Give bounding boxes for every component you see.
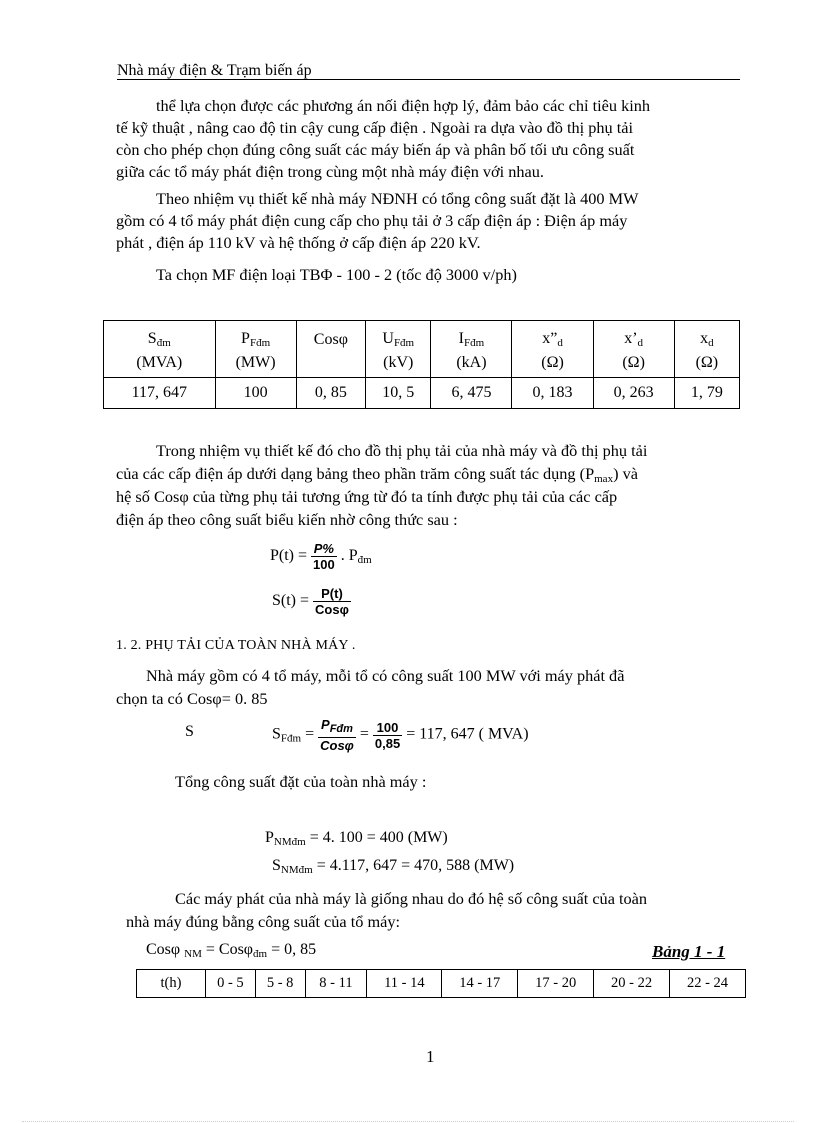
spec-unit-cell: (Ω) xyxy=(593,349,674,378)
fraction: $\frac{P\%}{100}$ xyxy=(313,541,335,572)
time-row xyxy=(137,970,746,998)
paragraph-load-line4: điện áp theo công suất biểu kiến nhờ công thức sau : xyxy=(116,510,458,529)
paragraph-intro-line4: giữa các tổ máy phát điện trong cùng một nhà máy điện với nhau. xyxy=(116,162,544,181)
fraction: $\frac{P(t)}{\text{Cosφ}}$ xyxy=(315,586,349,617)
paragraph-task-line2: gồm có 4 tổ máy phát điện cung cấp cho phụ tải ở 3 cấp điện áp : Điện áp máy xyxy=(116,211,628,230)
paragraph-task-line1: Theo nhiệm vụ thiết kế nhà máy NĐNH có tổng công suất đặt là 400 MW xyxy=(156,189,639,208)
spec-header-cell: $x_d$ xyxy=(674,321,739,350)
formula-cos-nm: Cosφ $_{NM}$ = Cosφ$_{đm}$ = 0, 85 xyxy=(146,941,317,960)
time-cell: 14 - 17 xyxy=(442,970,518,998)
spec-unit-cell: (Ω) xyxy=(674,349,739,378)
formula-p-nm: $P_{NMđm} = 4$. 100 = 400 (MW) xyxy=(265,829,448,848)
paragraph-load-line3: hệ số Cosφ của từng phụ tải tương ứng từ đó ta tính được phụ tải của các cấp xyxy=(116,487,618,506)
formula-s-nm: $S_{NMđm} = 4.117$, 647 = 470, 588 (MW) xyxy=(272,857,515,876)
paragraph-total-capacity: Tổng công suất đặt của toàn nhà máy : xyxy=(175,772,427,791)
paragraph-plant-line1: Nhà máy gồm có 4 tổ máy, mỗi tổ có công suất 100 MW với máy phát đã xyxy=(146,666,625,685)
formula-s-fdm: $S_{Fđm}$ = $\frac{P_{Fđm}}{\text{Cosφ}}$ = $\frac{100}{0,85}$ = 117, 647 ( MVA) xyxy=(272,717,529,753)
time-cell: 0 - 5 xyxy=(206,970,256,998)
spec-unit-cell: (Ω) xyxy=(512,349,593,378)
spec-unit-cell: (kV) xyxy=(366,349,431,378)
spec-header-cell: $x’_d$ xyxy=(593,321,674,350)
section-title: 1. 2. PHỤ TẢI CỦA TOÀN NHÀ MÁY . xyxy=(116,638,356,653)
time-cell: 20 - 22 xyxy=(594,970,670,998)
spec-value-cell: 0, 263 xyxy=(593,378,674,409)
spec-header-row xyxy=(104,321,740,350)
time-interval-table xyxy=(136,969,746,998)
paragraph-task-line3: phát , điện áp 110 kV và hệ thống ở cấp điện áp 220 kV. xyxy=(116,233,481,252)
paragraph-plant-line2: chọn ta có Cosφ= 0. 85 xyxy=(116,689,268,708)
spec-header-cell: $x”_d$ xyxy=(512,321,593,350)
header-rule xyxy=(117,79,740,80)
formula-s-of-t: S(t) = $\frac{P(t)}{\text{Cosφ}}$ xyxy=(272,586,349,617)
time-cell: 17 - 20 xyxy=(518,970,594,998)
paragraph-power-factor-line1: Các máy phát của nhà máy là giống nhau do đó hệ số công suất của toàn xyxy=(175,889,648,908)
spec-header-cell: $P_{Fđm}$ xyxy=(215,321,296,350)
page-bottom-border xyxy=(22,1121,794,1122)
spec-unit-cell: (MW) xyxy=(215,349,296,378)
paragraph-power-factor-line2: nhà máy đúng bằng công suất của tổ máy: xyxy=(126,912,400,931)
formula-s-label: S xyxy=(185,723,194,740)
spec-value-row xyxy=(104,378,740,409)
spec-value-cell: 6, 475 xyxy=(431,378,512,409)
spec-header-cell: $I_{Fđm}$ xyxy=(431,321,512,350)
paragraph-intro-line1: thể lựa chọn được các phương án nối điện hợp lý, đảm bảo các chỉ tiêu kinh xyxy=(156,96,651,115)
spec-value-cell: 100 xyxy=(215,378,296,409)
fraction: $\frac{P_{Fđm}}{\text{Cosφ}}$ xyxy=(320,717,354,753)
generator-spec-table xyxy=(103,320,740,409)
paragraph-generator-choice: Ta chọn MF điện loại TBΦ - 100 - 2 (tốc độ 3000 v/ph) xyxy=(156,265,517,284)
spec-value-cell: 1, 79 xyxy=(674,378,739,409)
page-number: 1 xyxy=(426,1047,435,1066)
spec-value-cell: 0, 183 xyxy=(512,378,593,409)
fraction: $\frac{100}{0,85}$ xyxy=(374,719,401,751)
spec-header-cell: $S_{đm}$ xyxy=(104,321,216,350)
spec-unit-row xyxy=(104,349,740,378)
spec-header-cell: Cosφ xyxy=(296,321,366,350)
spec-value-cell: 117, 647 xyxy=(104,378,216,409)
time-cell: 11 - 14 xyxy=(367,970,442,998)
formula-p-of-t: P(t) = $\frac{P\%}{100}$ . $P_{đm}$ xyxy=(270,541,372,572)
paragraph-load-line2: của các cấp điện áp dưới dạng bảng theo phần trăm công suất tác dụng $(P_{max})$ và xyxy=(116,464,638,485)
paragraph-intro-line2: tế kỹ thuật , nâng cao độ tin cậy cung cấp điện . Ngoài ra dựa vào đồ thị phụ tải xyxy=(116,118,634,137)
spec-value-cell: 0, 85 xyxy=(296,378,366,409)
table-caption: Bảng 1 - 1 xyxy=(652,942,726,961)
spec-value-cell: 10, 5 xyxy=(366,378,431,409)
time-cell: 8 - 11 xyxy=(305,970,367,998)
paragraph-intro-line3: còn cho phép chọn đúng công suất các máy biến áp và phân bố tối ưu công suất xyxy=(116,140,635,159)
page-header: Nhà máy điện & Trạm biến áp xyxy=(117,62,312,79)
spec-unit-cell: (MVA) xyxy=(104,349,216,378)
paragraph-load-line1: Trong nhiệm vụ thiết kế đó cho đồ thị phụ tải của nhà máy và đồ thị phụ tải xyxy=(156,441,648,460)
time-cell: t(h) xyxy=(137,970,206,998)
time-cell: 22 - 24 xyxy=(670,970,746,998)
spec-header-cell: $U_{Fđm}$ xyxy=(366,321,431,350)
time-cell: 5 - 8 xyxy=(255,970,305,998)
spec-unit-cell: (kA) xyxy=(431,349,512,378)
spec-unit-cell xyxy=(296,349,366,378)
